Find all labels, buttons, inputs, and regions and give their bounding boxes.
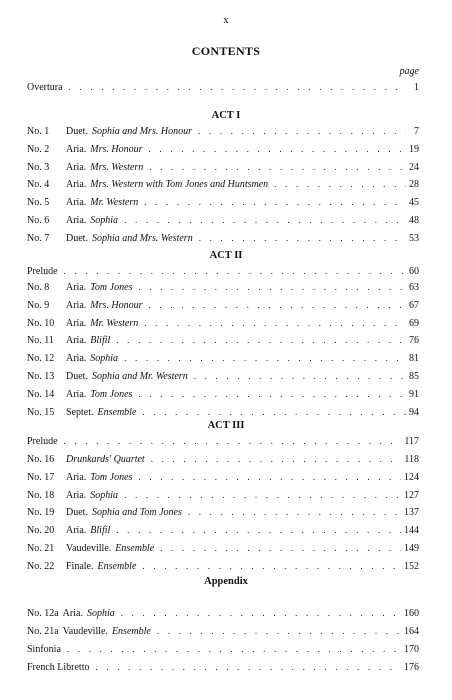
toc-entry — [27, 160, 419, 174]
toc-entry — [27, 470, 419, 484]
entry-page: 1 — [414, 82, 419, 93]
entry-type: Duet. — [66, 507, 88, 519]
entry-page: 60 — [409, 266, 419, 277]
section-heading-act-3: ACT III — [207, 420, 245, 431]
entry-page: 176 — [404, 662, 419, 673]
toc-entry — [27, 333, 419, 347]
entry-number: No. 6 — [27, 215, 50, 226]
entry-page: 137 — [404, 507, 419, 519]
entry-page: 164 — [404, 626, 419, 637]
entry-type: Vaudeville. — [62, 626, 108, 637]
entry-description: Sophia and Mrs. Western — [91, 232, 193, 244]
entry-description: Mr. Western — [90, 197, 139, 209]
entry-type: Aria. — [62, 608, 83, 619]
entry-description: Mrs. Western with Tom Jones and Huntsmen — [90, 179, 269, 191]
dot-leader — [69, 80, 406, 94]
dot-leader — [160, 541, 401, 555]
entry-number: No. 19 — [27, 507, 55, 519]
entry-page: 69 — [409, 317, 419, 329]
entry-page: 45 — [409, 197, 419, 209]
entry-page: 28 — [409, 179, 419, 191]
entry-label: French Libretto — [27, 662, 90, 673]
dot-leader — [149, 160, 406, 174]
entry-type: Aria. — [66, 353, 87, 365]
entry-type: Aria. — [66, 143, 87, 155]
entry-description: Sophia — [90, 215, 119, 226]
dot-leader — [67, 642, 401, 656]
entry-page: 48 — [409, 215, 419, 226]
dot-leader — [142, 559, 401, 573]
toc-entry — [27, 124, 419, 138]
entry-description: Mrs. Honour — [90, 299, 143, 311]
entry-number: No. 12a — [27, 608, 59, 619]
dot-leader — [274, 177, 406, 191]
entry-page: 7 — [414, 126, 419, 137]
entry-description: Tom Jones — [90, 282, 133, 293]
entry-type: Duet. — [66, 232, 88, 244]
dot-leader — [138, 280, 406, 294]
entry-description: Sophia — [90, 489, 119, 501]
entry-label: Overtura — [27, 82, 63, 93]
entry-number: No. 15 — [27, 406, 55, 418]
toc-entry-prelude-act-3 — [27, 434, 419, 448]
entry-page: 170 — [404, 644, 419, 655]
entry-description: Mr. Western — [90, 317, 139, 329]
entry-number: No. 17 — [27, 471, 55, 483]
toc-entry-sinfonia — [27, 642, 419, 656]
dot-leader — [188, 505, 401, 519]
entry-number: No. 2 — [27, 143, 50, 155]
dot-leader — [149, 142, 406, 156]
toc-entry — [27, 452, 419, 466]
entry-type: Aria. — [66, 317, 87, 329]
toc-entry — [27, 369, 419, 383]
entry-type: Duet. — [66, 371, 88, 382]
dot-leader — [64, 264, 406, 278]
dot-leader — [95, 660, 401, 674]
entry-page: 124 — [404, 471, 419, 483]
entry-description: Mrs. Western — [90, 161, 144, 173]
entry-type: Aria. — [66, 197, 87, 209]
entry-description: Sophia and Mrs. Honour — [91, 126, 192, 137]
entry-number: No. 9 — [27, 299, 50, 311]
dot-leader — [151, 452, 402, 466]
entry-page: 91 — [409, 388, 419, 400]
entry-description: Blifil — [90, 335, 111, 347]
entry-number: No. 16 — [27, 454, 55, 465]
toc-entry — [27, 280, 419, 294]
entry-number: No. 13 — [27, 371, 55, 382]
toc-entry-prelude-act-2 — [27, 264, 419, 278]
dot-leader — [116, 333, 406, 347]
entry-description: Ensemble — [97, 560, 137, 572]
toc-entry — [27, 213, 419, 227]
entry-number: No. 12 — [27, 353, 55, 365]
entry-number: No. 22 — [27, 560, 55, 572]
entry-page: 53 — [409, 232, 419, 244]
entry-type: Aria. — [66, 471, 87, 483]
dot-leader — [116, 523, 401, 537]
dot-leader — [194, 369, 406, 383]
page-column-label: page — [399, 66, 419, 77]
dot-leader — [198, 124, 406, 138]
entry-page: 63 — [409, 282, 419, 293]
toc-entry — [27, 606, 419, 620]
entry-description: Drunkards' Quartet — [66, 454, 145, 465]
toc-entry — [27, 231, 419, 245]
toc-entry — [27, 142, 419, 156]
dot-leader — [64, 434, 402, 448]
entry-page: 149 — [404, 543, 419, 554]
entry-description: Ensemble — [115, 543, 155, 554]
section-heading-act-1: ACT I — [211, 110, 241, 121]
entry-page: 67 — [409, 299, 419, 311]
entry-description: Sophia — [86, 608, 115, 619]
entry-label: Sinfonia — [27, 644, 61, 655]
entry-number: No. 3 — [27, 161, 50, 173]
toc-entry — [27, 387, 419, 401]
entry-page: 118 — [404, 454, 419, 465]
dot-leader — [124, 488, 401, 502]
entry-page: 152 — [404, 560, 419, 572]
entry-type: Aria. — [66, 215, 87, 226]
entry-type: Aria. — [66, 335, 87, 347]
entry-description: Tom Jones — [90, 471, 133, 483]
entry-type: Aria. — [66, 161, 87, 173]
entry-number: No. 18 — [27, 489, 55, 501]
dot-leader — [144, 316, 406, 330]
entry-type: Aria. — [66, 388, 87, 400]
entry-label: Prelude — [27, 436, 58, 447]
entry-description: Mrs. Honour — [90, 143, 143, 155]
entry-type: Aria. — [66, 489, 87, 501]
entry-page: 144 — [404, 525, 419, 537]
entry-description: Sophia — [90, 353, 119, 365]
page-number: x — [223, 14, 229, 26]
dot-leader — [124, 213, 406, 227]
toc-entry — [27, 298, 419, 312]
entry-description: Tom Jones — [90, 388, 133, 400]
entry-number: No. 21a — [27, 626, 59, 637]
dot-leader — [121, 606, 401, 620]
dot-leader — [142, 405, 406, 419]
entry-page: 24 — [409, 161, 419, 173]
dot-leader — [149, 298, 406, 312]
toc-entry-french-libretto — [27, 660, 419, 674]
toc-entry — [27, 624, 419, 638]
entry-type: Aria. — [66, 179, 87, 191]
section-heading-act-2: ACT II — [209, 250, 243, 261]
toc-entry — [27, 405, 419, 419]
toc-entry — [27, 177, 419, 191]
entry-type: Finale. — [66, 560, 94, 572]
entry-page: 117 — [404, 436, 419, 447]
page-title: CONTENTS — [191, 44, 261, 58]
toc-entry — [27, 541, 419, 555]
entry-number: No. 1 — [27, 126, 50, 137]
entry-number: No. 20 — [27, 525, 55, 537]
entry-type: Duet. — [66, 126, 88, 137]
entry-page: 76 — [409, 335, 419, 347]
entry-description: Ensemble — [111, 626, 151, 637]
entry-page: 19 — [409, 143, 419, 155]
entry-type: Aria. — [66, 299, 87, 311]
entry-description: Ensemble — [97, 406, 137, 418]
toc-entry — [27, 505, 419, 519]
entry-page: 85 — [409, 371, 419, 382]
entry-number: No. 5 — [27, 197, 50, 209]
toc-entry — [27, 523, 419, 537]
entry-page: 94 — [409, 406, 419, 418]
entry-page: 160 — [404, 608, 419, 619]
toc-entry — [27, 316, 419, 330]
entry-number: No. 7 — [27, 232, 50, 244]
entry-number: No. 21 — [27, 543, 55, 554]
toc-entry — [27, 351, 419, 365]
entry-description: Sophia and Mr. Western — [91, 371, 188, 382]
entry-page: 127 — [404, 489, 419, 501]
dot-leader — [199, 231, 406, 245]
entry-number: No. 10 — [27, 317, 55, 329]
dot-leader — [138, 470, 401, 484]
entry-type: Vaudeville. — [66, 543, 112, 554]
dot-leader — [157, 624, 401, 638]
entry-type: Aria. — [66, 282, 87, 293]
toc-entry — [27, 559, 419, 573]
entry-number: No. 14 — [27, 388, 55, 400]
toc-entry-overture — [27, 80, 419, 94]
section-heading-appendix: Appendix — [204, 576, 248, 587]
toc-entry — [27, 195, 419, 209]
dot-leader — [138, 387, 406, 401]
dot-leader — [124, 351, 406, 365]
entry-description: Sophia and Tom Jones — [91, 507, 182, 519]
entry-number: No. 4 — [27, 179, 50, 191]
toc-entry — [27, 488, 419, 502]
entry-type: Aria. — [66, 525, 87, 537]
entry-type: Septet. — [66, 406, 94, 418]
entry-number: No. 11 — [27, 335, 54, 347]
entry-number: No. 8 — [27, 282, 50, 293]
entry-description: Blifil — [90, 525, 111, 537]
dot-leader — [144, 195, 406, 209]
entry-label: Prelude — [27, 266, 58, 277]
entry-page: 81 — [409, 353, 419, 365]
